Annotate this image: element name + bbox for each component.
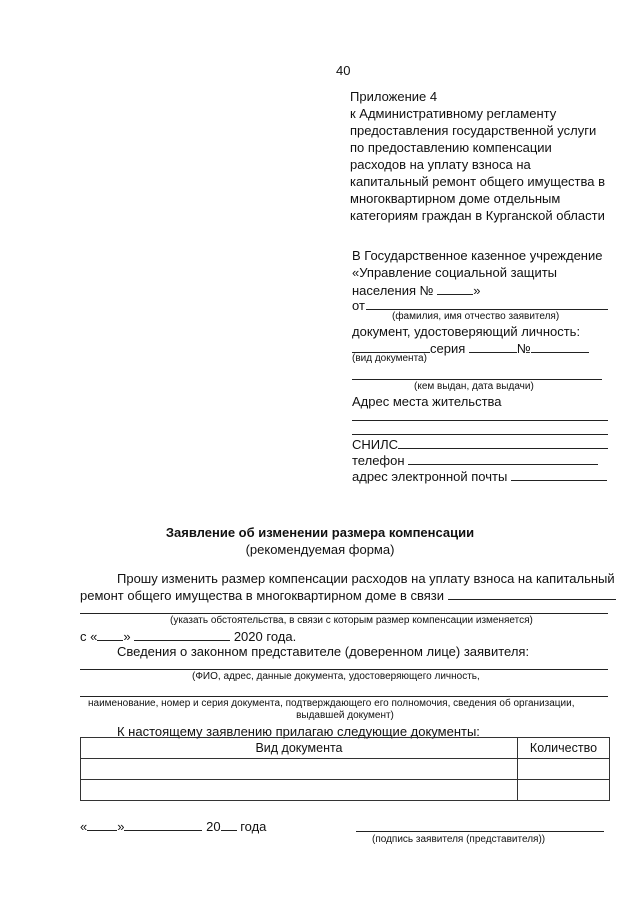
footer-date-open: « (80, 819, 88, 834)
addressee-line3 (352, 282, 480, 298)
appendix-line: расходов на уплату взноса на (350, 157, 531, 172)
appendix-line: многоквартирном доме отдельным (350, 191, 561, 206)
quantity-cell[interactable] (518, 759, 610, 780)
appendix-line: к Административному регламенту (350, 106, 557, 121)
form-title: Заявление об изменении размера компенсации (165, 525, 475, 540)
documents-table (80, 737, 610, 801)
footer-day-field[interactable] (87, 818, 117, 831)
addressee-line2: «Управление социальной защиты (352, 265, 558, 280)
day-field[interactable] (97, 628, 123, 641)
issued-hint: (кем выдан, дата выдачи) (414, 381, 534, 392)
address-field-2[interactable] (352, 434, 608, 435)
address-field-1[interactable] (352, 420, 608, 421)
circumstance-field[interactable] (80, 613, 608, 614)
date-year: 2020 года. (233, 629, 297, 644)
snils-row (352, 436, 608, 452)
fio-field[interactable] (366, 309, 608, 310)
address-label: Адрес места жительства (352, 394, 502, 409)
date-open: с « (80, 629, 98, 644)
doc-type-cell[interactable] (81, 780, 518, 801)
number-label: № (516, 341, 531, 356)
footer-year-prefix: 20 (206, 819, 221, 834)
from-label: от (352, 298, 365, 313)
phone-row (352, 452, 598, 468)
request-line1: Прошу изменить размер компенсации расходов на уплату взноса на капитальный (117, 571, 615, 586)
representative-label: Сведения о законном представителе (доверенном лице) заявителя: (117, 644, 530, 659)
appendix-line: категориям граждан в Курганской области (350, 208, 605, 223)
request-line2-text: ремонт общего имущества в многоквартирном доме в связи (80, 588, 445, 603)
number-field[interactable] (531, 340, 589, 353)
email-label: адрес электронной почты (352, 469, 508, 484)
date-close: » (123, 629, 131, 644)
month-field[interactable] (134, 628, 230, 641)
form-subtitle: (рекомендуемая форма) (245, 542, 395, 557)
footer-year-field[interactable] (221, 818, 237, 831)
department-number-label: населения № (352, 283, 434, 298)
snils-label: СНИЛС (352, 437, 399, 452)
appendix-block (350, 88, 605, 224)
table-row (81, 780, 610, 801)
snils-field[interactable] (398, 436, 608, 449)
addressee-line1: В Государственное казенное учреждение (352, 248, 603, 263)
representative-field-2[interactable] (80, 696, 608, 697)
table-row (81, 759, 610, 780)
quote-close: » (473, 283, 481, 298)
reason-field[interactable] (448, 587, 616, 600)
series-field[interactable] (469, 340, 517, 353)
appendix-line: предоставления государственной услуги (350, 123, 597, 138)
quantity-cell[interactable] (518, 780, 610, 801)
signature-hint: (подпись заявителя (представителя)) (372, 834, 546, 845)
fio-hint: (фамилия, имя отчество заявителя) (392, 311, 560, 322)
signature-field[interactable] (356, 831, 604, 832)
department-number-field[interactable] (437, 282, 473, 295)
footer-month-field[interactable] (124, 818, 202, 831)
issued-field[interactable] (352, 379, 602, 380)
representative-hint3: выдавшей документ) (296, 710, 394, 721)
phone-field[interactable] (408, 452, 598, 465)
doc-type-field[interactable] (352, 340, 430, 353)
series-label: серия (430, 341, 466, 356)
phone-label: телефон (352, 453, 405, 468)
id-doc-label: документ, удостоверяющий личность: (352, 324, 581, 339)
footer-year-suffix: года (240, 819, 267, 834)
circumstance-hint: (указать обстоятельства, в связи с которым размер компенсации изменяется) (170, 615, 533, 626)
page-number: 40 (336, 63, 351, 78)
header-quantity: Количество (518, 738, 610, 759)
email-row (352, 468, 607, 484)
effective-date-row (80, 628, 296, 644)
request-line2 (80, 587, 616, 603)
doc-type-hint: (вид документа) (352, 353, 427, 364)
header-doc-type: Вид документа (81, 738, 518, 759)
representative-hint2: наименование, номер и серия документа, подтверждающего его полномочия, сведения об организации, (88, 698, 575, 709)
footer-date-row (80, 818, 266, 834)
email-field[interactable] (511, 468, 607, 481)
representative-field-1[interactable] (80, 669, 608, 670)
attach-label: К настоящему заявлению прилагаю следующие документы: (117, 724, 480, 739)
table-header-row (81, 738, 610, 759)
appendix-line: Приложение 4 (350, 89, 438, 104)
appendix-line: капитальный ремонт общего имущества в (350, 174, 606, 189)
footer-date-close: » (117, 819, 125, 834)
doc-type-cell[interactable] (81, 759, 518, 780)
representative-hint1: (ФИО, адрес, данные документа, удостоверяющего личность, (192, 671, 480, 682)
appendix-line: по предоставлению компенсации (350, 140, 552, 155)
